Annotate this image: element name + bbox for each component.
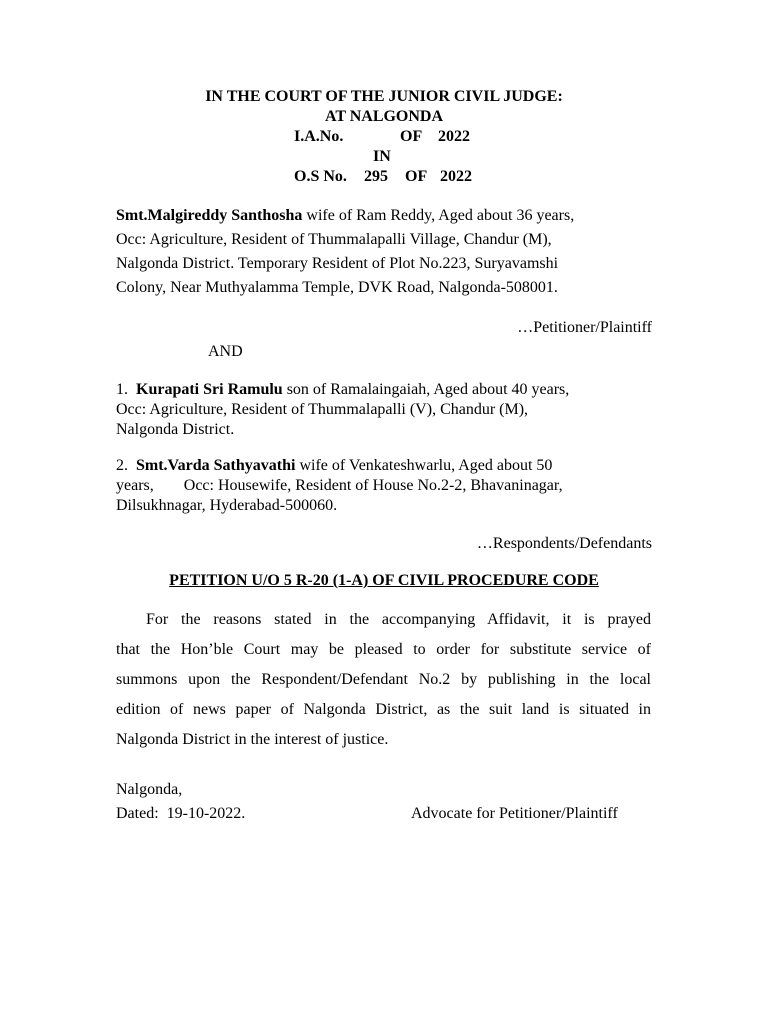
and-separator: AND <box>208 343 243 360</box>
body-line-3: summons upon the Respondent/Defendant No.2 by publishing in the local <box>116 671 651 688</box>
respondent-2-line-2: years, Occ: Housewife, Resident of House No.2-2, Bhavaninagar, <box>116 477 563 494</box>
respondent-1-line-1: 1. Kurapati Sri Ramulu son of Ramalaingaiah, Aged about 40 years, <box>116 381 570 398</box>
petitioner-line-1: Smt.Malgireddy Santhosha wife of Ram Reddy, Aged about 36 years, <box>116 207 575 224</box>
os-label: O.S No. <box>294 168 347 185</box>
respondent-1-line-3: Nalgonda District. <box>116 421 235 438</box>
court-location: AT NALGONDA <box>324 108 444 125</box>
respondent-1-line-2: Occ: Agriculture, Resident of Thummalapalli (V), Chandur (M), <box>116 401 529 418</box>
respondents-role: …Respondents/Defendants <box>476 535 652 552</box>
body-line-2: that the Hon’ble Court may be pleased to order for substitute service of <box>116 641 651 658</box>
petitioner-line-4: Colony, Near Muthyalamma Temple, DVK Road, Nalgonda-508001. <box>116 279 558 296</box>
os-year: 2022 <box>440 168 472 185</box>
footer-place: Nalgonda, <box>116 781 183 798</box>
respondent-1-name: Kurapati Sri Ramulu <box>136 381 283 398</box>
body-line-5: Nalgonda District in the interest of justice. <box>116 731 389 748</box>
petitioner-line-3: Nalgonda District. Temporary Resident of Plot No.223, Suryavamshi <box>116 255 559 272</box>
petitioner-role: …Petitioner/Plaintiff <box>517 319 652 336</box>
body-line-1: For the reasons stated in the accompanying Affidavit, it is prayed <box>146 611 651 628</box>
os-number: 295 <box>364 168 388 185</box>
petitioner-line-2: Occ: Agriculture, Resident of Thummalapalli Village, Chandur (M), <box>116 231 552 248</box>
respondent-2-name: Smt.Varda Sathyavathi <box>136 457 296 474</box>
ia-label: I.A.No. <box>294 128 344 145</box>
ia-year: 2022 <box>438 128 470 145</box>
respondent-2-line-3: Dilsukhnagar, Hyderabad-500060. <box>116 497 338 514</box>
petitioner-name: Smt.Malgireddy Santhosha <box>116 207 303 224</box>
footer-advocate: Advocate for Petitioner/Plaintiff <box>411 805 618 822</box>
ia-of: OF <box>400 128 423 145</box>
body-line-4: edition of news paper of Nalgonda District, as the suit land is situated in <box>116 701 651 718</box>
in-word: IN <box>373 148 391 165</box>
petition-title: PETITION U/O 5 R-20 (1-A) OF CIVIL PROCEDURE CODE <box>169 572 599 589</box>
os-of: OF <box>405 168 428 185</box>
footer-date: Dated: 19-10-2022. <box>116 805 246 822</box>
respondent-2-line-1: 2. Smt.Varda Sathyavathi wife of Venkateshwarlu, Aged about 50 <box>116 457 553 474</box>
court-name: IN THE COURT OF THE JUNIOR CIVIL JUDGE: <box>205 88 563 105</box>
